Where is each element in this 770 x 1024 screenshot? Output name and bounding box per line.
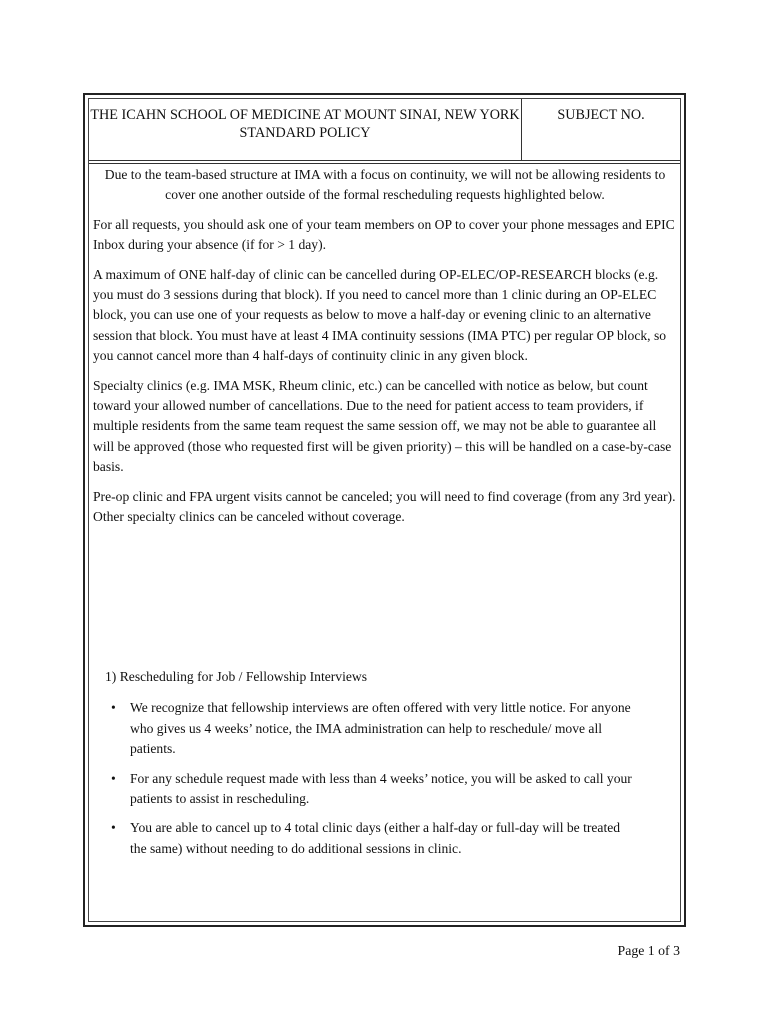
list-item	[95, 818, 640, 859]
paragraph-coverage: For all requests, you should ask one of your team members on OP to cover your phone messages and EPIC Inbox during your absence (if for > 1 day).	[93, 216, 675, 253]
section-rescheduling-interviews	[95, 667, 640, 868]
bullet-icon: •	[111, 700, 116, 716]
header-divider	[89, 163, 680, 164]
policy-title: THE ICAHN SCHOOL OF MEDICINE AT MOUNT SINAI, NEW YORK STANDARD POLICY	[89, 99, 522, 160]
subject-number-label: SUBJECT NO.	[557, 107, 645, 123]
bullet-icon: •	[111, 820, 116, 836]
bullet-icon: •	[111, 770, 116, 786]
list-item-text: For any schedule request made with less than 4 weeks’ notice, you will be asked to call your patients to assist in rescheduling.	[130, 770, 632, 807]
list-item-text: We recognize that fellowship interviews are often offered with very little notice. For anyone who gives us 4 weeks’ notice, the IMA administration can help to reschedule/ move all patients.	[130, 700, 631, 757]
paragraph-intro: Due to the team-based structure at IMA with a focus on continuity, we will not be allowing residents to cover one another outside of the formal rescheduling requests highlighted below.	[104, 167, 666, 203]
list-item	[95, 698, 640, 759]
page-number: Page 1 of 3	[617, 943, 680, 958]
paragraph-specialty: Specialty clinics (e.g. IMA MSK, Rheum clinic, etc.) can be cancelled with notice as below, but count toward your allowed number of cancellations. Due to the need for patient access to team providers, if multiple residents from the same team request the same session off, we may not be able to guarantee all will be approved (those who requested first will be given priority) – this will be handled on a case-by-case basis.	[93, 377, 672, 475]
policy-frame	[83, 93, 686, 927]
bullet-list	[95, 698, 640, 859]
list-item-text: You are able to cancel up to 4 total clinic days (either a half-day or full-day will be treated the same) without needing to do additional sessions in clinic.	[130, 820, 621, 856]
header-row	[89, 99, 680, 161]
list-item	[95, 769, 640, 810]
section-heading: 1) Rescheduling for Job / Fellowship Interviews	[105, 669, 368, 684]
paragraph-pre-op: Pre-op clinic and FPA urgent visits cannot be canceled; you will need to find coverage (from any 3rd year). Other specialty clinics can be canceled without coverage.	[93, 488, 676, 525]
policy-inner-frame	[88, 98, 681, 922]
paragraph-op-elec: A maximum of ONE half-day of clinic can be cancelled during OP-ELEC/OP-RESEARCH blocks (e.g. you must do 3 sessions during that block). If you need to cancel more than 1 clinic during an OP-ELEC block, you can use one of your requests as below to move a half-day or evening clinic to an alternative session that block. You must have at least 4 IMA continuity sessions (IMA PTC) per regular OP block, so you cannot cancel more than 4 half-days of continuity clinic in any given block.	[93, 266, 667, 364]
policy-body	[93, 165, 677, 537]
